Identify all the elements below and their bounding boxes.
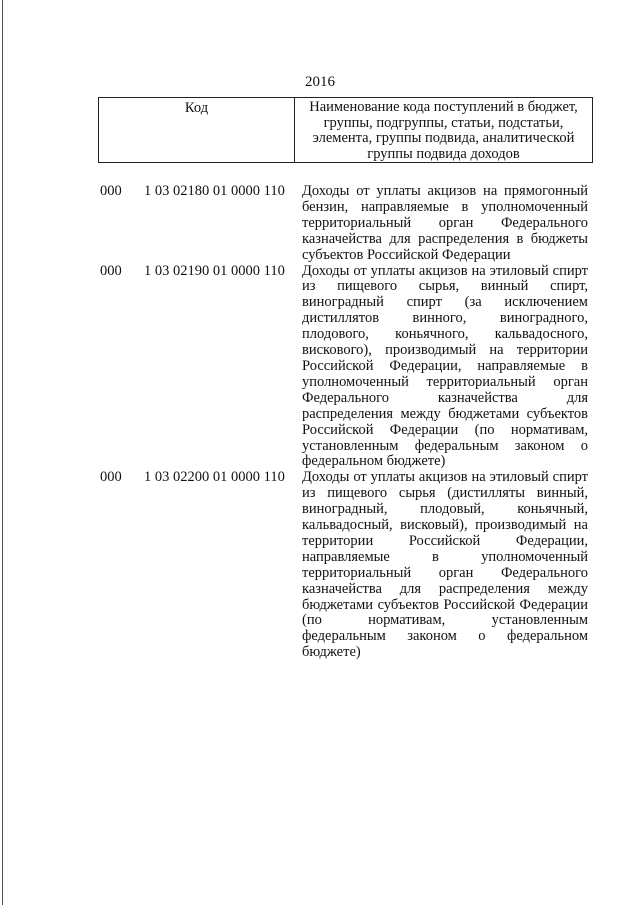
income-code: 1 03 02200 01 0000 110 xyxy=(144,469,285,486)
table-row xyxy=(100,184,588,264)
header-code-label: Код xyxy=(99,98,295,162)
table-body xyxy=(100,184,588,661)
table-header xyxy=(98,97,593,163)
admin-code: 000 xyxy=(100,183,122,199)
income-description: Доходы от уплаты акцизов на прямогонный бензин, направляемые в уполномоченный территориальный орган Федерального казначейства для распределения в бюджеты субъектов Российской Федерации xyxy=(302,183,588,263)
income-description: Доходы от уплаты акцизов на этиловый спирт из пищевого сырья (дистилляты винный, виноградный, плодовый, коньячный, кальвадосный, висковый), производимый на территории Российской Федерации, направляемые в уполномоченный территориальный орган Федерального казначейства для распределения между бюджетами субъектов Российской Федерации (по нормативам, установленным федеральным законом о федеральном бюджете) xyxy=(302,469,588,661)
admin-code: 000 xyxy=(100,262,122,279)
page-edge-line xyxy=(2,0,3,905)
page-number: 2016 xyxy=(305,74,335,90)
income-code: 1 03 02180 01 0000 110 xyxy=(144,183,285,199)
income-code: 1 03 02190 01 0000 110 xyxy=(144,262,285,279)
header-name-label: Наименование кода поступлений в бюджет, группы, подгруппы, статьи, подстатьи, элемента, группы подвида, аналитической группы подвида доходов xyxy=(309,99,578,162)
table-row xyxy=(100,470,588,661)
table-row xyxy=(100,264,588,471)
admin-code: 000 xyxy=(100,469,122,486)
income-description: Доходы от уплаты акцизов на этиловый спирт из пищевого сырья, винный спирт, виноградный спирт (за исключением дистиллятов винного, виноградного, плодового, коньячного, кальвадосного, вискового), производимый на территории Российской Федерации, направляемые в уполномоченный территориальный орган Федерального казначейства для распределения между бюджетами субъектов Российской Федерации (по нормативам, установленным федеральным законом о федеральном бюджете) xyxy=(302,262,588,470)
